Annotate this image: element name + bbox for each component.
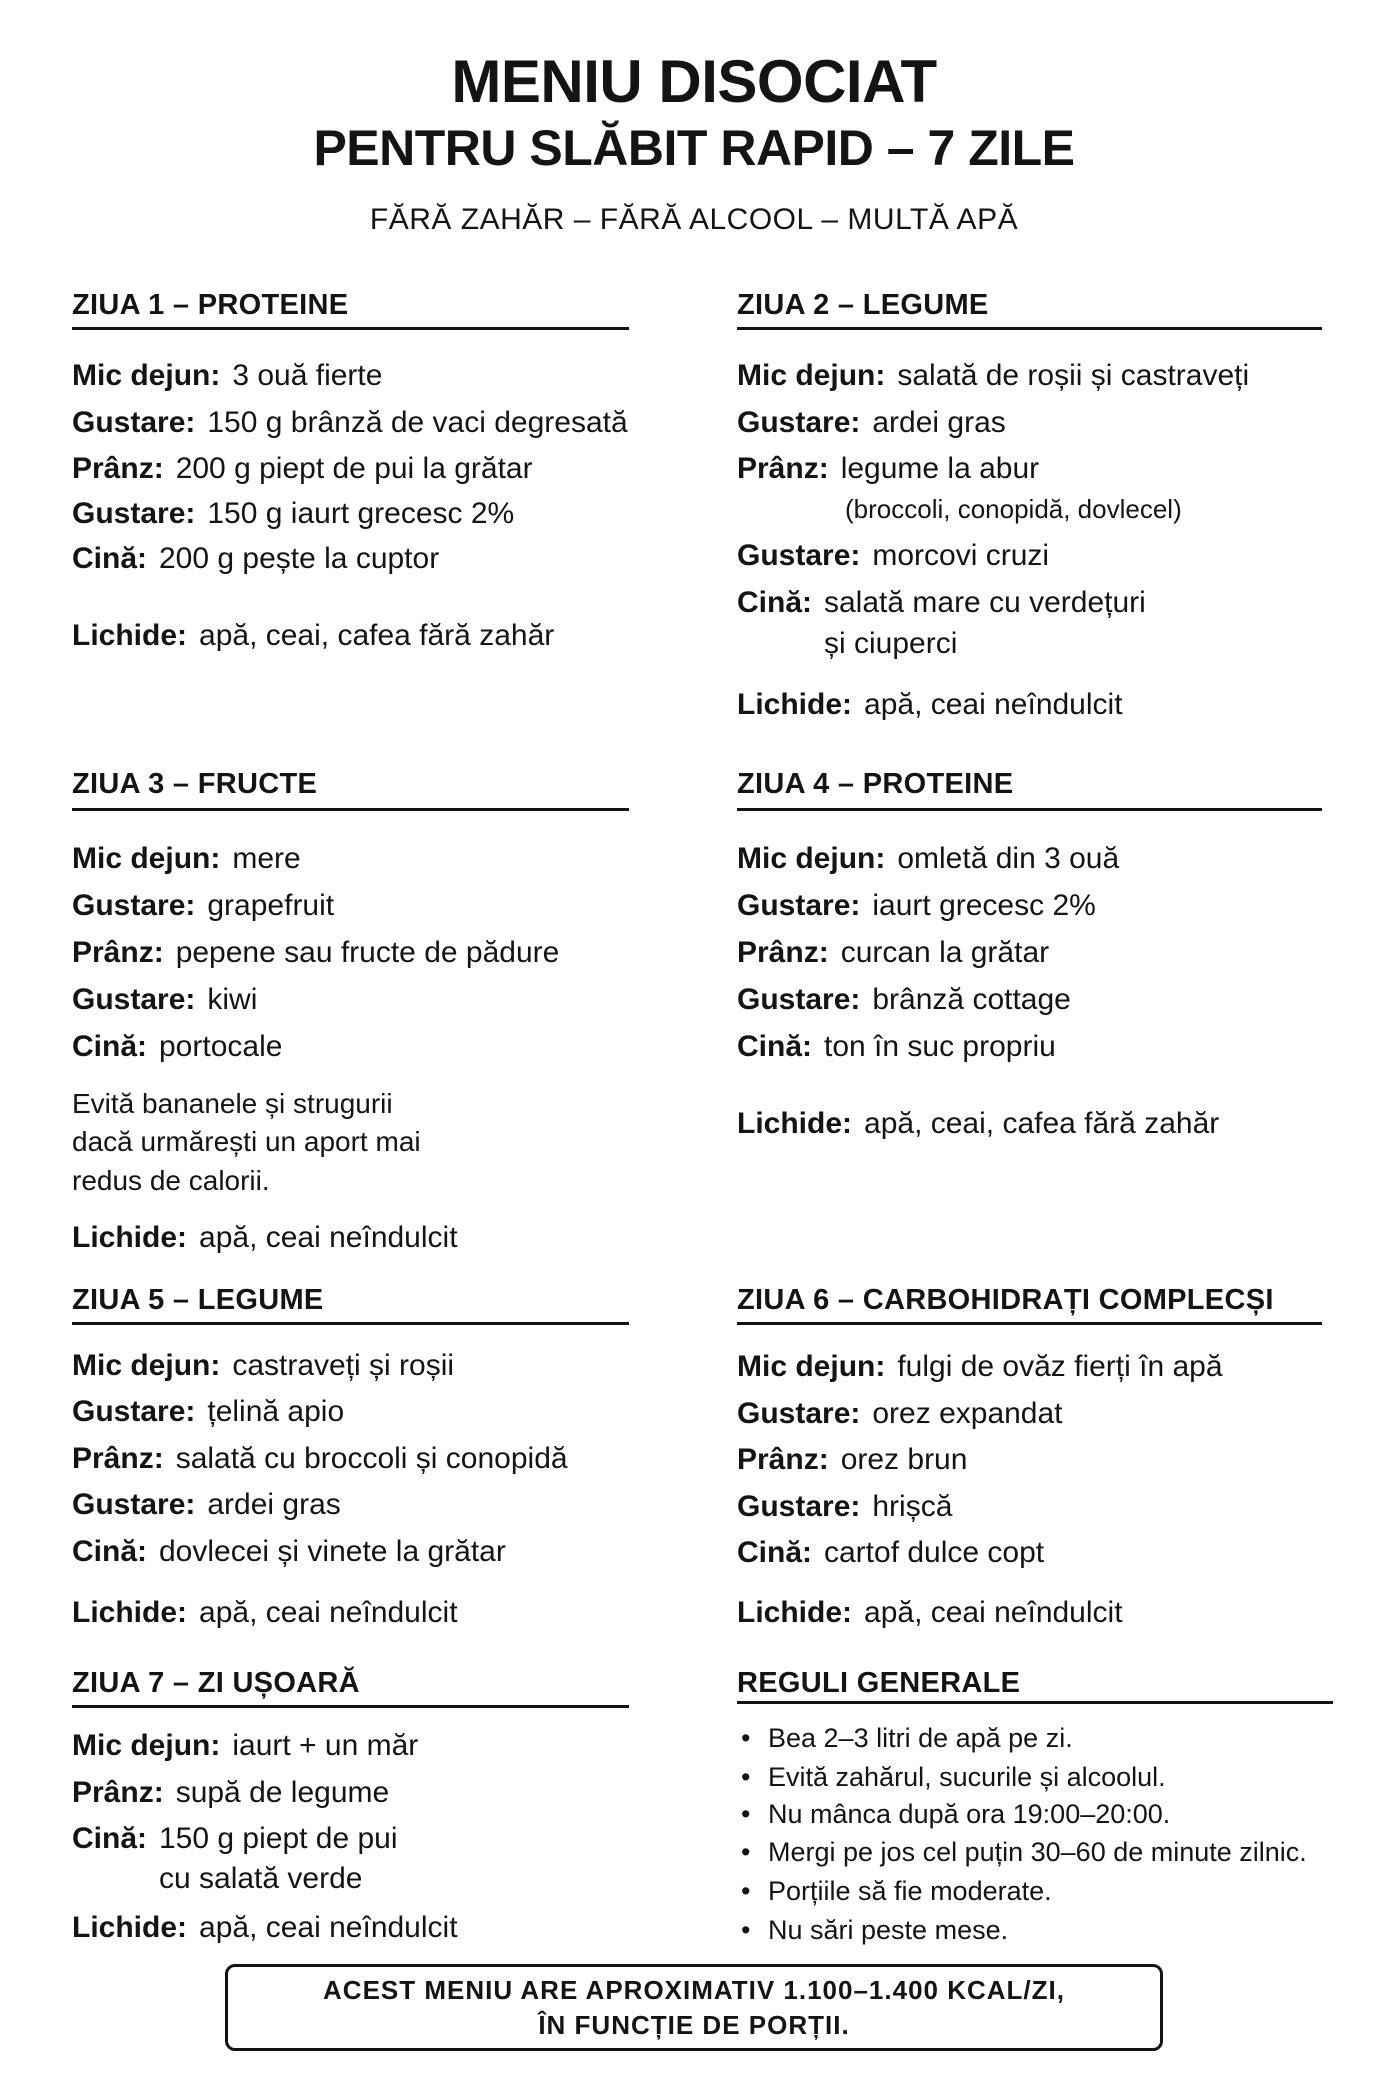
day-heading: ZIUA 6 – CARBOHIDRAȚI COMPLECȘI xyxy=(737,1284,1274,1316)
meal-label: Gustare: xyxy=(737,983,861,1016)
meal-label: Gustare: xyxy=(737,889,861,922)
meal-row xyxy=(72,403,628,443)
meal-value-continuation: cu salată verde xyxy=(159,1862,363,1895)
meal-label: Prânz: xyxy=(72,1776,164,1809)
meal-label: Mic dejun: xyxy=(72,1349,221,1382)
liquids-value: apă, ceai neîndulcit xyxy=(199,1221,458,1254)
meal-label: Cină: xyxy=(737,1030,812,1063)
meal-row xyxy=(72,980,257,1020)
liquids-label: Lichide: xyxy=(72,619,188,652)
meal-label: Gustare: xyxy=(72,497,196,530)
meal-value: ardei gras xyxy=(872,406,1006,439)
meal-value: orez expandat xyxy=(872,1397,1063,1430)
rule-text: Bea 2–3 litri de apă pe zi. xyxy=(768,1723,1073,1753)
liquids-row xyxy=(737,1104,1219,1144)
liquids-label: Lichide: xyxy=(737,688,853,721)
liquids-label: Lichide: xyxy=(737,1107,853,1140)
meal-label: Gustare: xyxy=(72,983,196,1016)
meal-value: ton în suc propriu xyxy=(824,1030,1056,1063)
meal-label: Cină: xyxy=(72,1030,147,1063)
meal-label: Gustare: xyxy=(72,1395,196,1428)
meal-row xyxy=(72,1439,568,1479)
meal-label: Gustare: xyxy=(72,1488,196,1521)
meal-row xyxy=(72,886,334,926)
summary-line: ACEST MENIU ARE APROXIMATIV 1.100–1.400 KCAL/ZI, xyxy=(323,1974,1065,2005)
heading-divider xyxy=(72,1322,629,1325)
meal-label: Prânz: xyxy=(72,936,164,969)
rule-text: Evită zahărul, sucurile și alcoolul. xyxy=(768,1762,1166,1792)
bullet-icon: • xyxy=(741,1723,751,1753)
meal-label: Mic dejun: xyxy=(72,1729,221,1762)
heading-divider xyxy=(737,327,1322,330)
meal-row xyxy=(737,583,1146,623)
meal-label: Cină: xyxy=(72,1822,147,1855)
meal-row xyxy=(72,839,301,879)
liquids-value: apă, ceai, cafea fără zahăr xyxy=(199,619,555,652)
calorie-summary-box xyxy=(225,1964,1163,2051)
day-heading: ZIUA 3 – FRUCTE xyxy=(72,768,318,800)
meal-value: 3 ouă fierte xyxy=(232,359,383,392)
meal-row xyxy=(737,1440,967,1480)
rule-text: Porțiile să fie moderate. xyxy=(768,1876,1052,1906)
liquids-row xyxy=(72,616,554,656)
rule-text: Mergi pe jos cel puțin 30–60 de minute zilnic. xyxy=(768,1837,1307,1867)
bullet-icon: • xyxy=(741,1762,751,1792)
meal-label: Gustare: xyxy=(737,539,861,572)
page-tagline: FĂRĂ ZAHĂR – FĂRĂ ALCOOL – MULTĂ APĂ xyxy=(369,203,1019,236)
meal-value: fulgi de ovăz fierți în apă xyxy=(897,1350,1223,1383)
meal-row xyxy=(72,1819,398,1859)
meal-row xyxy=(737,1027,1056,1067)
meal-label: Mic dejun: xyxy=(72,359,221,392)
meal-row xyxy=(72,494,514,534)
meal-row xyxy=(737,536,1049,576)
liquids-value: apă, ceai neîndulcit xyxy=(864,1596,1123,1629)
liquids-row xyxy=(737,685,1123,725)
meal-row xyxy=(737,403,1006,443)
meal-value: țelină apio xyxy=(207,1395,345,1428)
liquids-row xyxy=(72,1908,458,1948)
page-subtitle: PENTRU SLĂBIT RAPID – 7 ZILE xyxy=(313,120,1075,176)
meal-row xyxy=(737,1533,1044,1573)
day-note-line: Evită bananele și strugurii xyxy=(72,1088,393,1119)
liquids-value: apă, ceai neîndulcit xyxy=(199,1911,458,1944)
meal-row xyxy=(72,1346,454,1386)
meal-value: brânză cottage xyxy=(872,983,1071,1016)
meal-label: Cină: xyxy=(737,1536,812,1569)
day-heading: ZIUA 5 – LEGUME xyxy=(72,1284,324,1316)
meal-label: Gustare: xyxy=(737,406,861,439)
meal-value: portocale xyxy=(159,1030,283,1063)
meal-value: iaurt + un măr xyxy=(232,1729,419,1762)
day-note-line: dacă urmărești un aport mai xyxy=(72,1126,421,1157)
meal-value: 150 g brânză de vaci degresată xyxy=(207,406,628,439)
meal-label: Gustare: xyxy=(72,889,196,922)
meal-value: 150 g iaurt grecesc 2% xyxy=(207,497,515,530)
meal-value: supă de legume xyxy=(175,1776,390,1809)
meal-detail: (broccoli, conopidă, dovlecel) xyxy=(845,494,1182,524)
summary-line: ÎN FUNCȚIE DE PORȚII. xyxy=(538,2009,850,2040)
liquids-label: Lichide: xyxy=(72,1221,188,1254)
meal-value: dovlecei și vinete la grătar xyxy=(159,1535,506,1568)
meal-value: curcan la grătar xyxy=(840,936,1050,969)
heading-divider xyxy=(72,327,629,330)
meal-row xyxy=(737,886,1096,926)
meal-row xyxy=(737,1394,1063,1434)
meal-label: Prânz: xyxy=(72,1442,164,1475)
heading-divider xyxy=(72,1705,629,1708)
meal-label: Mic dejun: xyxy=(737,1350,886,1383)
meal-row xyxy=(737,449,1039,489)
liquids-label: Lichide: xyxy=(72,1596,188,1629)
meal-row xyxy=(72,1726,418,1766)
meal-row xyxy=(72,933,559,973)
heading-divider xyxy=(737,1322,1322,1325)
liquids-row xyxy=(72,1593,458,1633)
meal-row xyxy=(72,1773,389,1813)
meal-value: legume la abur xyxy=(840,452,1040,485)
meal-label: Prânz: xyxy=(737,936,829,969)
bullet-icon: • xyxy=(741,1915,751,1945)
meal-value: 200 g pește la cuptor xyxy=(159,542,440,575)
meal-row xyxy=(72,1485,341,1525)
right-column xyxy=(737,0,1377,2080)
day-heading: ZIUA 1 – PROTEINE xyxy=(72,289,349,321)
meal-label: Prânz: xyxy=(737,452,829,485)
meal-value: ardei gras xyxy=(207,1488,341,1521)
meal-label: Gustare: xyxy=(72,406,196,439)
meal-label: Prânz: xyxy=(72,452,164,485)
left-column xyxy=(72,0,672,2080)
meal-label: Mic dejun: xyxy=(737,359,886,392)
heading-divider xyxy=(72,808,629,811)
liquids-value: apă, ceai, cafea fără zahăr xyxy=(864,1107,1220,1140)
meal-value: mere xyxy=(232,842,301,875)
meal-label: Cină: xyxy=(737,586,812,619)
meal-label: Cină: xyxy=(72,1535,147,1568)
bullet-icon: • xyxy=(741,1799,751,1829)
liquids-row xyxy=(737,1593,1123,1633)
meal-row xyxy=(72,1392,344,1432)
meal-value: omletă din 3 ouă xyxy=(897,842,1120,875)
meal-value: salată mare cu verdețuri xyxy=(824,586,1146,619)
liquids-label: Lichide: xyxy=(737,1596,853,1629)
meal-row xyxy=(72,449,533,489)
meal-value: grapefruit xyxy=(207,889,335,922)
meal-value: cartof dulce copt xyxy=(824,1536,1045,1569)
day-note-line: redus de calorii. xyxy=(72,1165,270,1196)
meal-label: Gustare: xyxy=(737,1397,861,1430)
meal-row xyxy=(737,980,1071,1020)
day-heading: ZIUA 4 – PROTEINE xyxy=(737,768,1014,800)
meal-value: hrișcă xyxy=(872,1490,953,1523)
meal-value: 150 g piept de pui xyxy=(159,1822,398,1855)
meal-value: pepene sau fructe de pădure xyxy=(175,936,560,969)
meal-row xyxy=(737,356,1249,396)
meal-label: Mic dejun: xyxy=(737,842,886,875)
meal-value: salată cu broccoli și conopidă xyxy=(175,1442,568,1475)
meal-label: Prânz: xyxy=(737,1443,829,1476)
heading-divider xyxy=(737,1701,1333,1704)
meal-row xyxy=(737,1487,952,1527)
meal-row xyxy=(737,933,1049,973)
rule-text: Nu sări peste mese. xyxy=(768,1915,1009,1945)
meal-row xyxy=(72,539,439,579)
bullet-icon: • xyxy=(741,1837,751,1867)
meal-label: Mic dejun: xyxy=(72,842,221,875)
meal-value-continuation: și ciuperci xyxy=(824,627,958,660)
meal-value: 200 g piept de pui la grătar xyxy=(175,452,533,485)
meal-label: Cină: xyxy=(72,542,147,575)
meal-row xyxy=(72,1027,282,1067)
bullet-icon: • xyxy=(741,1876,751,1906)
meal-value: orez brun xyxy=(840,1443,968,1476)
rules-heading: REGULI GENERALE xyxy=(737,1667,1021,1699)
liquids-value: apă, ceai neîndulcit xyxy=(864,688,1123,721)
meal-row xyxy=(72,1532,506,1572)
meal-value: morcovi cruzi xyxy=(872,539,1050,572)
meal-value: salată de roșii și castraveți xyxy=(897,359,1250,392)
day-heading: ZIUA 7 – ZI UȘOARĂ xyxy=(72,1667,360,1699)
page-title: MENIU DISOCIAT xyxy=(451,48,937,115)
rule-text: Nu mânca după ora 19:00–20:00. xyxy=(768,1799,1171,1829)
liquids-value: apă, ceai neîndulcit xyxy=(199,1596,458,1629)
heading-divider xyxy=(737,808,1322,811)
meal-value: castraveți și roșii xyxy=(232,1349,455,1382)
meal-row xyxy=(737,1347,1223,1387)
meal-label: Gustare: xyxy=(737,1490,861,1523)
meal-value: kiwi xyxy=(207,983,258,1016)
meal-value: iaurt grecesc 2% xyxy=(872,889,1096,922)
liquids-label: Lichide: xyxy=(72,1911,188,1944)
liquids-row xyxy=(72,1218,458,1258)
meal-row xyxy=(72,356,382,396)
day-heading: ZIUA 2 – LEGUME xyxy=(737,289,989,321)
meal-row xyxy=(737,839,1119,879)
